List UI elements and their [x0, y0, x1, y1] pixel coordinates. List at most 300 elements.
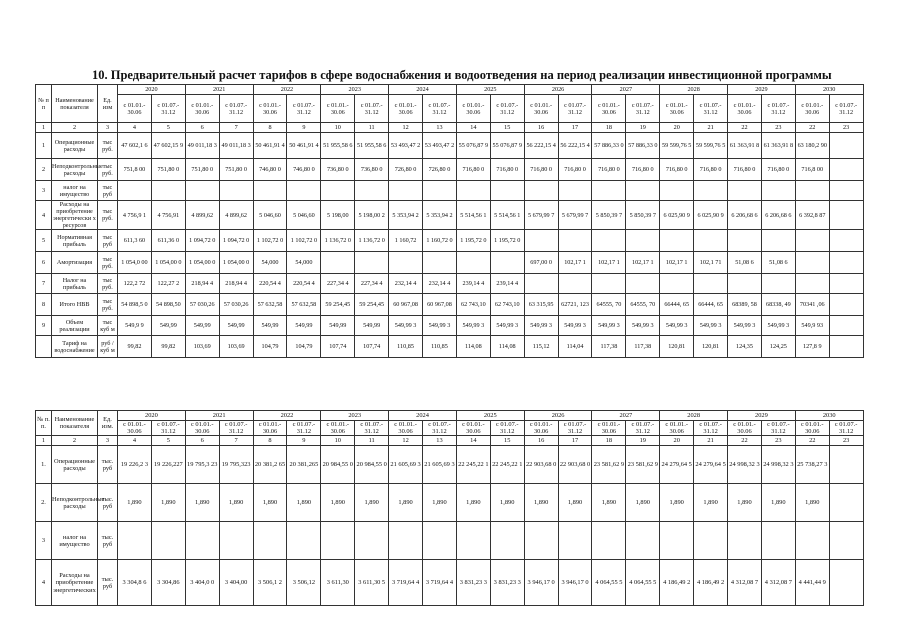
value-cell: 1,890 [456, 484, 490, 522]
value-cell [694, 522, 728, 560]
table-row [36, 159, 864, 181]
value-cell: 549,99 [321, 316, 355, 336]
period-header: с 01.01.- 30.06 [660, 421, 694, 436]
value-cell: 3 611,30 [321, 560, 355, 606]
column-number: 12 [389, 123, 423, 133]
value-cell: 70341 ,06 [795, 294, 829, 316]
value-cell: 1 195,72 0 [490, 230, 524, 252]
year-header: 2020 [118, 411, 186, 421]
value-cell: 716,80 0 [761, 159, 795, 181]
value-cell: 1,890 [321, 484, 355, 522]
column-number: 5 [151, 123, 185, 133]
value-cell: 66444, 65 [694, 294, 728, 316]
value-cell [761, 181, 795, 201]
value-cell [728, 274, 762, 294]
row-number: 1. [36, 446, 52, 484]
row-name: Операционные расходы [52, 133, 98, 159]
value-cell: 61 363,91 8 [761, 133, 795, 159]
period-header: с 01.07.- 31.12 [219, 421, 253, 436]
value-cell: 54 898,5 0 [118, 294, 152, 316]
value-cell [829, 316, 863, 336]
value-cell: 1,890 [287, 484, 321, 522]
value-cell: 22 903,68 0 [524, 446, 558, 484]
value-cell: 22 245,22 1 [490, 446, 524, 484]
value-cell: 1,890 [558, 484, 592, 522]
value-cell: 21 605,69 3 [389, 446, 423, 484]
value-cell: 110,85 [389, 336, 423, 358]
period-header: с 01.07.- 31.12 [423, 421, 457, 436]
value-cell [829, 522, 863, 560]
table-row [36, 522, 864, 560]
value-cell [287, 181, 321, 201]
value-cell: 102,1 71 [694, 252, 728, 274]
column-number: 10 [321, 436, 355, 446]
period-header: с 01.01.- 30.06 [253, 421, 287, 436]
row-number: 5 [36, 230, 52, 252]
value-cell [321, 252, 355, 274]
value-cell [389, 522, 423, 560]
column-number: 17 [558, 436, 592, 446]
row-name: налог на имущество [52, 181, 98, 201]
value-cell: 57 632,58 [287, 294, 321, 316]
value-cell: 5 679,99 7 [558, 201, 592, 230]
period-header: с 01.01.- 30.06 [592, 421, 626, 436]
column-number: 8 [253, 436, 287, 446]
table-row [36, 230, 864, 252]
value-cell: 4 312,08 7 [728, 560, 762, 606]
row-number: 3 [36, 522, 52, 560]
value-cell: 549,99 3 [592, 316, 626, 336]
value-cell: 746,80 0 [287, 159, 321, 181]
value-cell [829, 446, 863, 484]
value-cell: 62 743,10 [456, 294, 490, 316]
column-number: 1 [36, 123, 52, 133]
row-name: налог на имущество [52, 522, 98, 560]
period-header: с 01.07.- 31.12 [219, 95, 253, 123]
row-name: Налог на прибыль [52, 274, 98, 294]
column-number: 7 [219, 123, 253, 133]
column-number-row [36, 436, 864, 446]
value-cell: 746,80 0 [253, 159, 287, 181]
tariff-table-sewage [35, 410, 864, 606]
column-number: 23 [829, 123, 863, 133]
value-cell: 53 493,47 2 [389, 133, 423, 159]
value-cell: 120,81 [694, 336, 728, 358]
value-cell: 5 850,39 7 [626, 201, 660, 230]
value-cell: 1,890 [389, 484, 423, 522]
value-cell: 19 226,227 [151, 446, 185, 484]
row-number: 3 [36, 181, 52, 201]
value-cell: 115,12 [524, 336, 558, 358]
period-header: с 01.07.- 31.12 [626, 421, 660, 436]
value-cell: 23 581,62 9 [592, 446, 626, 484]
value-cell: 5 353,94 2 [423, 201, 457, 230]
value-cell [761, 522, 795, 560]
value-cell: 549,99 [219, 316, 253, 336]
table-row [36, 252, 864, 274]
value-cell [660, 230, 694, 252]
value-cell: 56 222,15 4 [558, 133, 592, 159]
value-cell: 50 461,91 4 [287, 133, 321, 159]
value-cell: 54,000 [287, 252, 321, 274]
value-cell: 4 186,49 2 [694, 560, 728, 606]
period-header: с 01.07.- 31.12 [151, 421, 185, 436]
value-cell: 1 136,72 0 [321, 230, 355, 252]
row-name: Тариф на водоснабжение [52, 336, 98, 358]
value-cell: 124,25 [761, 336, 795, 358]
column-number: 20 [660, 436, 694, 446]
value-cell: 549,99 [287, 316, 321, 336]
value-cell: 22 245,22 1 [456, 446, 490, 484]
col-head-unit: Ед. изм [98, 85, 118, 123]
value-cell [558, 274, 592, 294]
col-head-number: № п. п. [36, 411, 52, 436]
value-cell: 102,17 1 [592, 252, 626, 274]
value-cell: 751,80 0 [151, 159, 185, 181]
period-header: с 01.01.- 30.06 [389, 95, 423, 123]
value-cell: 1 094,72 0 [219, 230, 253, 252]
value-cell: 3 946,17 0 [524, 560, 558, 606]
value-cell [287, 522, 321, 560]
row-unit: тыс. руб [98, 560, 118, 606]
period-header: с 01.07.- 31.12 [829, 95, 863, 123]
value-cell [728, 181, 762, 201]
value-cell: 1,890 [185, 484, 219, 522]
value-cell: 751,80 0 [219, 159, 253, 181]
row-unit: тыс руб. [98, 274, 118, 294]
period-header: с 01.01.- 30.06 [118, 95, 152, 123]
value-cell: 5 198,00 2 [355, 201, 389, 230]
value-cell: 53 493,47 2 [423, 133, 457, 159]
period-row [36, 421, 864, 436]
column-number: 14 [456, 436, 490, 446]
value-cell: 220,54 4 [253, 274, 287, 294]
value-cell: 1 094,72 0 [185, 230, 219, 252]
value-cell [660, 181, 694, 201]
value-cell: 24 998,32 3 [761, 446, 795, 484]
column-number: 6 [185, 123, 219, 133]
value-cell: 227,34 4 [355, 274, 389, 294]
value-cell: 716,80 0 [524, 159, 558, 181]
page-title: 10. Предварительный расчет тарифов в сфере водоснабжения и водоотведения на период реализации инвестиционной программы [92, 68, 832, 82]
value-cell [524, 274, 558, 294]
value-cell: 54,000 [253, 252, 287, 274]
period-header: с 01.07.- 31.12 [626, 95, 660, 123]
value-cell: 549,9 9 [118, 316, 152, 336]
row-name: Расходы на приобретение энергетических [52, 560, 98, 606]
value-cell: 63 315,95 [524, 294, 558, 316]
column-number: 14 [456, 123, 490, 133]
year-header: 2029 [728, 85, 796, 95]
value-cell: 1,890 [728, 484, 762, 522]
column-number: 23 [829, 436, 863, 446]
value-cell [761, 274, 795, 294]
column-number-row [36, 123, 864, 133]
value-cell: 549,99 3 [728, 316, 762, 336]
value-cell [795, 181, 829, 201]
column-number: 4 [118, 123, 152, 133]
value-cell [829, 294, 863, 316]
row-name: Неподконтрольные расходы [52, 159, 98, 181]
value-cell: 107,74 [355, 336, 389, 358]
value-cell: 21 605,69 3 [423, 446, 457, 484]
value-cell: 736,80 0 [355, 159, 389, 181]
value-cell [355, 522, 389, 560]
value-cell: 1,890 [355, 484, 389, 522]
value-cell: 549,99 3 [660, 316, 694, 336]
column-number: 5 [151, 436, 185, 446]
value-cell: 232,14 4 [389, 274, 423, 294]
year-header: 2026 [524, 411, 592, 421]
value-cell: 120,81 [660, 336, 694, 358]
value-cell: 3 946,17 0 [558, 560, 592, 606]
column-number: 7 [219, 436, 253, 446]
value-cell: 107,74 [321, 336, 355, 358]
value-cell: 1,890 [592, 484, 626, 522]
value-cell: 6 392,8 87 [795, 201, 829, 230]
value-cell [185, 181, 219, 201]
column-number: 22 [728, 436, 762, 446]
value-cell [829, 484, 863, 522]
value-cell [795, 230, 829, 252]
value-cell: 60 967,08 [423, 294, 457, 316]
period-header: с 01.01.- 30.06 [660, 95, 694, 123]
table-row [36, 294, 864, 316]
value-cell: 3 719,64 4 [423, 560, 457, 606]
value-cell [694, 230, 728, 252]
value-cell: 549,9 93 [795, 316, 829, 336]
value-cell: 1 136,72 0 [355, 230, 389, 252]
row-number: 6 [36, 252, 52, 274]
value-cell [490, 181, 524, 201]
value-cell: 47 602,15 9 [151, 133, 185, 159]
value-cell: 59 599,76 5 [694, 133, 728, 159]
value-cell: 104,79 [253, 336, 287, 358]
value-cell: 716,80 0 [728, 159, 762, 181]
value-cell [389, 252, 423, 274]
value-cell: 63 180,2 90 [795, 133, 829, 159]
value-cell [524, 230, 558, 252]
row-name: Операционные расходы [52, 446, 98, 484]
value-cell: 60 967,08 [389, 294, 423, 316]
value-cell: 122,2 72 [118, 274, 152, 294]
value-cell: 102,17 1 [660, 252, 694, 274]
value-cell: 549,99 [185, 316, 219, 336]
value-cell: 1 102,72 0 [253, 230, 287, 252]
column-number: 18 [592, 436, 626, 446]
column-number: 21 [694, 436, 728, 446]
value-cell [456, 252, 490, 274]
value-cell [389, 181, 423, 201]
row-number: 2. [36, 484, 52, 522]
value-cell: 549,99 [253, 316, 287, 336]
value-cell [558, 230, 592, 252]
year-header: 2027 [592, 85, 660, 95]
value-cell [660, 274, 694, 294]
value-cell: 716,80 0 [558, 159, 592, 181]
row-unit: тыс руб. [98, 294, 118, 316]
row-unit: тыс руб. [98, 201, 118, 230]
row-unit: тыс руб [98, 181, 118, 201]
year-header: 2022 [253, 411, 321, 421]
period-header: с 01.07.- 31.12 [490, 95, 524, 123]
value-cell [795, 252, 829, 274]
value-cell: 102,17 1 [626, 252, 660, 274]
row-unit: руб /куб м [98, 336, 118, 358]
value-cell: 49 011,18 3 [219, 133, 253, 159]
column-number: 9 [287, 123, 321, 133]
period-header: с 01.07.- 31.12 [761, 95, 795, 123]
period-header: с 01.01.- 30.06 [456, 95, 490, 123]
value-cell: 5 850,39 7 [592, 201, 626, 230]
value-cell [423, 181, 457, 201]
value-cell [626, 230, 660, 252]
value-cell: 549,99 3 [694, 316, 728, 336]
value-cell: 611,3 60 [118, 230, 152, 252]
value-cell: 716,80 0 [490, 159, 524, 181]
tariff-table-water [35, 84, 864, 358]
column-number: 11 [355, 123, 389, 133]
value-cell [355, 252, 389, 274]
value-cell: 3 304,86 [151, 560, 185, 606]
value-cell: 59 599,76 5 [660, 133, 694, 159]
value-cell: 239,14 4 [456, 274, 490, 294]
value-cell: 1,890 [219, 484, 253, 522]
column-number: 4 [118, 436, 152, 446]
column-number: 10 [321, 123, 355, 133]
value-cell [524, 522, 558, 560]
column-number: 3 [98, 436, 118, 446]
value-cell: 218,94 4 [219, 274, 253, 294]
value-cell [592, 522, 626, 560]
row-unit: тыс куб м [98, 316, 118, 336]
value-cell [829, 336, 863, 358]
year-header: 2023 [321, 85, 389, 95]
value-cell: 1,890 [118, 484, 152, 522]
value-cell: 227,34 4 [321, 274, 355, 294]
col-head-name: Наименование показателя [52, 85, 98, 123]
value-cell: 57 886,33 0 [626, 133, 660, 159]
value-cell: 62721, 123 [558, 294, 592, 316]
year-header: 2026 [524, 85, 592, 95]
row-number: 7 [36, 274, 52, 294]
period-header: с 01.01.- 30.06 [524, 95, 558, 123]
value-cell: 611,36 0 [151, 230, 185, 252]
value-cell: 20 984,55 0 [321, 446, 355, 484]
value-cell: 117,38 [592, 336, 626, 358]
value-cell [490, 522, 524, 560]
value-cell: 697,00 0 [524, 252, 558, 274]
value-cell: 57 886,33 0 [592, 133, 626, 159]
column-number: 23 [761, 123, 795, 133]
period-header: с 01.07.- 31.12 [355, 421, 389, 436]
column-number: 6 [185, 436, 219, 446]
value-cell [829, 159, 863, 181]
value-cell: 1,890 [151, 484, 185, 522]
value-cell: 1,890 [253, 484, 287, 522]
value-cell [253, 181, 287, 201]
value-cell: 220,54 4 [287, 274, 321, 294]
column-number: 22 [795, 123, 829, 133]
period-header: с 01.07.- 31.12 [694, 95, 728, 123]
period-header: с 01.07.- 31.12 [829, 421, 863, 436]
value-cell: 3 506,1 2 [253, 560, 287, 606]
row-name: Расходы на приобретение энергетически х ресурсов [53, 201, 96, 229]
value-cell: 127,8 9 [795, 336, 829, 358]
value-cell: 3 719,64 4 [389, 560, 423, 606]
value-cell: 1 195,72 0 [456, 230, 490, 252]
value-cell [829, 252, 863, 274]
value-cell [829, 201, 863, 230]
value-cell: 1,890 [795, 484, 829, 522]
value-cell: 1,890 [761, 484, 795, 522]
header-row [36, 411, 864, 421]
year-header: 2021 [185, 411, 253, 421]
column-number: 2 [52, 123, 98, 133]
value-cell: 716,80 0 [456, 159, 490, 181]
value-cell: 716,80 0 [694, 159, 728, 181]
value-cell: 62 743,10 [490, 294, 524, 316]
value-cell: 66444, 65 [660, 294, 694, 316]
row-unit: тыс руб. [98, 133, 118, 159]
value-cell: 5 514,56 1 [456, 201, 490, 230]
value-cell [728, 522, 762, 560]
value-cell [219, 522, 253, 560]
column-number: 21 [694, 123, 728, 133]
value-cell [524, 181, 558, 201]
value-cell: 3 404,00 [219, 560, 253, 606]
value-cell [728, 230, 762, 252]
value-cell: 4 064,55 5 [626, 560, 660, 606]
value-cell: 716,80 0 [626, 159, 660, 181]
value-cell [118, 522, 152, 560]
period-header: с 01.07.- 31.12 [694, 421, 728, 436]
value-cell: 1,890 [626, 484, 660, 522]
column-number: 1 [36, 436, 52, 446]
value-cell: 61 363,91 8 [728, 133, 762, 159]
period-header: с 01.07.- 31.12 [490, 421, 524, 436]
value-cell [355, 181, 389, 201]
value-cell [185, 522, 219, 560]
column-number: 17 [558, 123, 592, 133]
value-cell: 59 254,45 [355, 294, 389, 316]
value-cell: 549,99 3 [490, 316, 524, 336]
row-unit: тыс. руб [98, 446, 118, 484]
value-cell: 68389, 58 [728, 294, 762, 316]
value-cell: 5 198,00 [321, 201, 355, 230]
value-cell: 25 738,27 3 [795, 446, 829, 484]
column-number: 19 [626, 123, 660, 133]
value-cell: 3 404,0 0 [185, 560, 219, 606]
row-name: Неподконтрольные расходы [52, 484, 98, 522]
period-header: с 01.07.- 31.12 [287, 421, 321, 436]
value-cell: 4 756,91 [151, 201, 185, 230]
value-cell: 3 304,8 6 [118, 560, 152, 606]
value-cell [660, 522, 694, 560]
value-cell: 20 984,55 0 [355, 446, 389, 484]
table-row [36, 446, 864, 484]
value-cell [829, 133, 863, 159]
value-cell: 3 831,23 3 [490, 560, 524, 606]
value-cell: 110,85 [423, 336, 457, 358]
value-cell: 751,80 0 [185, 159, 219, 181]
value-cell: 24 279,64 5 [694, 446, 728, 484]
value-cell: 68338, 49 [761, 294, 795, 316]
value-cell: 4 899,62 [185, 201, 219, 230]
value-cell: 4 186,49 2 [660, 560, 694, 606]
value-cell [626, 274, 660, 294]
value-cell: 51,08 6 [761, 252, 795, 274]
